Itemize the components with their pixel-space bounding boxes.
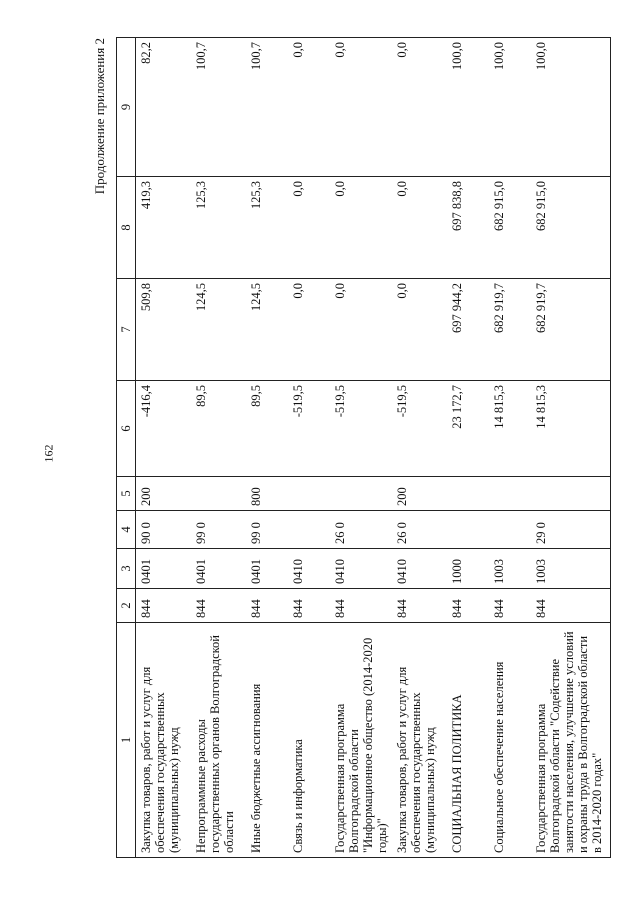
cell-value-9: 82,2 <box>136 38 191 177</box>
cell-value-8: 125,3 <box>191 177 246 279</box>
cell-value-8: 0,0 <box>392 177 447 279</box>
header-cell: 1 <box>117 623 136 858</box>
cell-program <box>489 511 531 549</box>
cell-section: 0410 <box>330 549 392 589</box>
cell-section: 0410 <box>392 549 447 589</box>
cell-program: 99 0 <box>246 511 288 549</box>
header-cell: 5 <box>117 477 136 511</box>
cell-value-7: 124,5 <box>191 279 246 381</box>
cell-expense-type: 200 <box>392 477 447 511</box>
header-cell: 8 <box>117 177 136 279</box>
table-row <box>288 38 330 858</box>
cell-value-6: 23 172,7 <box>447 381 489 477</box>
cell-expense-type <box>288 477 330 511</box>
cell-value-8: 419,3 <box>136 177 191 279</box>
rotated-page-content <box>92 38 604 858</box>
table-row <box>489 38 531 858</box>
cell-value-9: 0,0 <box>288 38 330 177</box>
cell-section: 0401 <box>191 549 246 589</box>
header-cell: 4 <box>117 511 136 549</box>
table-row <box>330 38 392 858</box>
row-name: Государственная программа Волгоградской области "Информационное общество (2014-2020 годы)" <box>330 623 392 858</box>
cell-value-6: -416,4 <box>136 381 191 477</box>
cell-section: 1003 <box>531 549 611 589</box>
table-row <box>447 38 489 858</box>
cell-program <box>447 511 489 549</box>
row-name: Непрограммные расходы государственных органов Волгоградской области <box>191 623 246 858</box>
cell-ministry: 844 <box>531 589 611 623</box>
row-name: Закупка товаров, работ и услуг для обеспечения государственных (муниципальных) нужд <box>136 623 191 858</box>
cell-ministry: 844 <box>288 589 330 623</box>
cell-program: 99 0 <box>191 511 246 549</box>
cell-value-9: 100,7 <box>246 38 288 177</box>
cell-value-9: 100,0 <box>447 38 489 177</box>
cell-ministry: 844 <box>330 589 392 623</box>
cell-value-8: 125,3 <box>246 177 288 279</box>
cell-value-7: 509,8 <box>136 279 191 381</box>
cell-value-7: 0,0 <box>288 279 330 381</box>
header-cell: 6 <box>117 381 136 477</box>
cell-section: 1000 <box>447 549 489 589</box>
table-row <box>191 38 246 858</box>
cell-value-8: 682 915,0 <box>531 177 611 279</box>
cell-value-9: 0,0 <box>392 38 447 177</box>
cell-ministry: 844 <box>136 589 191 623</box>
cell-value-6: 14 815,3 <box>489 381 531 477</box>
cell-value-6: -519,5 <box>330 381 392 477</box>
header-cell: 2 <box>117 589 136 623</box>
cell-ministry: 844 <box>447 589 489 623</box>
cell-value-9: 100,0 <box>531 38 611 177</box>
row-name: СОЦИАЛЬНАЯ ПОЛИТИКА <box>447 623 489 858</box>
row-name: Закупка товаров, работ и услуг для обеспечения государственных (муниципальных) нужд <box>392 623 447 858</box>
table-header-row <box>117 38 136 858</box>
row-name: Иные бюджетные ассигнования <box>246 623 288 858</box>
cell-program: 29 0 <box>531 511 611 549</box>
cell-program: 90 0 <box>136 511 191 549</box>
cell-value-7: 682 919,7 <box>489 279 531 381</box>
cell-expense-type <box>489 477 531 511</box>
cell-expense-type <box>447 477 489 511</box>
cell-expense-type <box>531 477 611 511</box>
cell-value-8: 682 915,0 <box>489 177 531 279</box>
cell-value-7: 0,0 <box>330 279 392 381</box>
table-row <box>531 38 611 858</box>
cell-ministry: 844 <box>191 589 246 623</box>
header-cell: 7 <box>117 279 136 381</box>
cell-expense-type <box>330 477 392 511</box>
cell-program: 26 0 <box>330 511 392 549</box>
cell-value-8: 0,0 <box>288 177 330 279</box>
cell-value-6: 89,5 <box>246 381 288 477</box>
row-name: Связь и информатика <box>288 623 330 858</box>
cell-ministry: 844 <box>489 589 531 623</box>
cell-value-9: 100,0 <box>489 38 531 177</box>
cell-ministry: 844 <box>246 589 288 623</box>
cell-value-6: -519,5 <box>288 381 330 477</box>
cell-value-7: 682 919,7 <box>531 279 611 381</box>
cell-section: 1003 <box>489 549 531 589</box>
row-name: Социальное обеспечение населения <box>489 623 531 858</box>
cell-value-8: 697 838,8 <box>447 177 489 279</box>
cell-expense-type <box>191 477 246 511</box>
cell-value-6: 14 815,3 <box>531 381 611 477</box>
cell-value-9: 0,0 <box>330 38 392 177</box>
cell-value-6: 89,5 <box>191 381 246 477</box>
table-row <box>246 38 288 858</box>
header-cell: 3 <box>117 549 136 589</box>
cell-ministry: 844 <box>392 589 447 623</box>
cell-section: 0410 <box>288 549 330 589</box>
table-row <box>136 38 191 858</box>
cell-value-6: -519,5 <box>392 381 447 477</box>
cell-section: 0401 <box>136 549 191 589</box>
cell-value-7: 124,5 <box>246 279 288 381</box>
cell-expense-type: 200 <box>136 477 191 511</box>
continuation-label: Продолжение приложения 2 <box>92 38 107 195</box>
cell-expense-type: 800 <box>246 477 288 511</box>
cell-value-7: 0,0 <box>392 279 447 381</box>
cell-value-9: 100,7 <box>191 38 246 177</box>
budget-table <box>116 37 611 858</box>
header-cell: 9 <box>117 38 136 177</box>
row-name: Государственная программа Волгоградской области "Содействие занятости населения, улучшение условий и охраны труда в Волгоградской области в 2014-2020 годах" <box>531 623 611 858</box>
cell-value-7: 697 944,2 <box>447 279 489 381</box>
cell-program: 26 0 <box>392 511 447 549</box>
table-row <box>392 38 447 858</box>
page-number: 162 <box>41 444 56 463</box>
cell-section: 0401 <box>246 549 288 589</box>
cell-value-8: 0,0 <box>330 177 392 279</box>
cell-program <box>288 511 330 549</box>
